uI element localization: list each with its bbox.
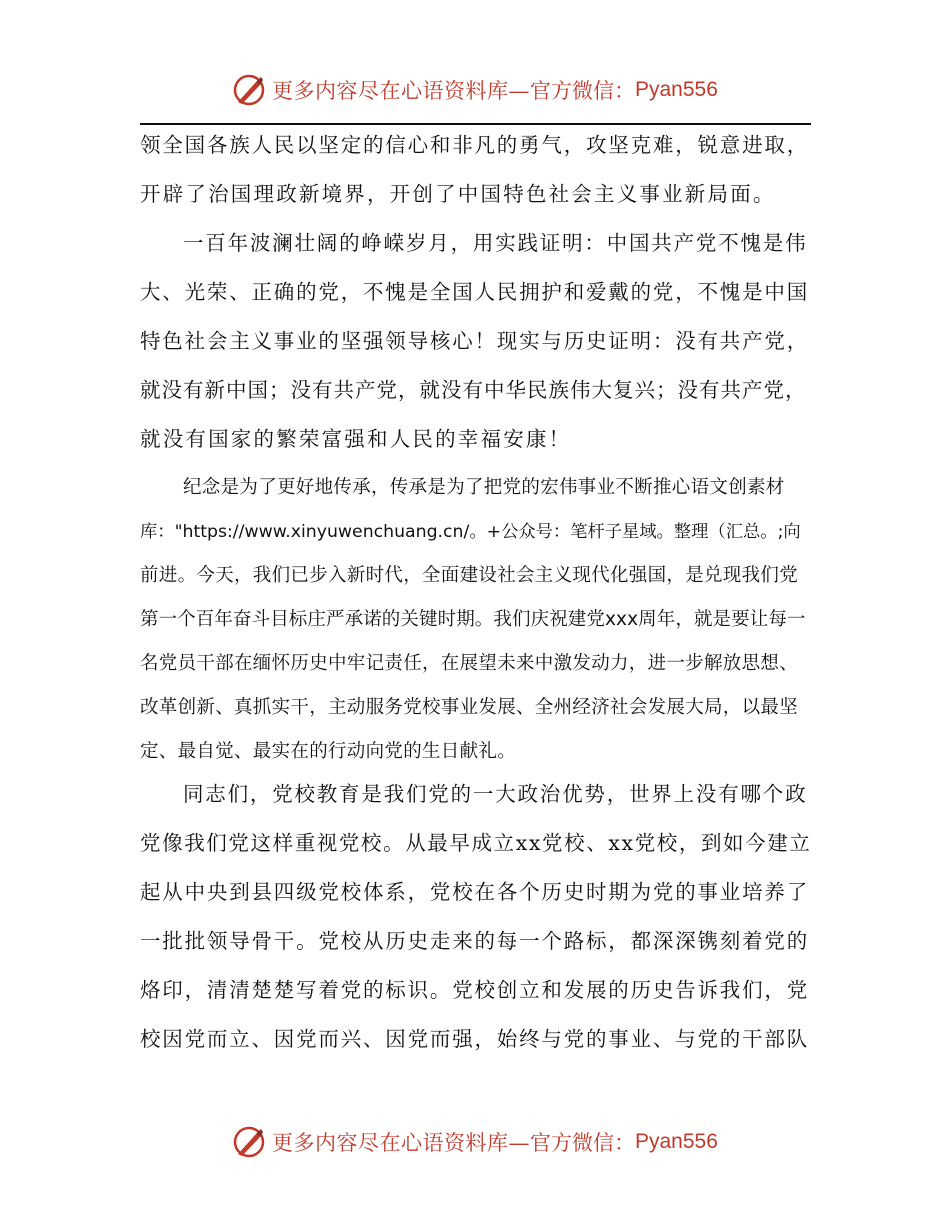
pen-logo-icon: [232, 1125, 266, 1159]
footer-wechat-label: 官方微信：: [530, 1131, 635, 1155]
header-rule: [140, 123, 811, 125]
header-site-text: 更多内容尽在心语资料库—: [272, 79, 530, 103]
body-line: 前进。今天，我们已步入新时代，全面建设社会主义现代化强国，是兑现我们党: [140, 565, 799, 586]
body-line: 烙印，清清楚楚写着党的标识。党校创立和发展的历史告诉我们，党: [140, 978, 809, 1002]
body-line: 特色社会主义事业的坚强领导核心！现实与历史证明：没有共产党，: [140, 329, 809, 353]
header-wechat-id: Pyan556: [635, 78, 718, 101]
pen-logo-icon: [232, 73, 266, 107]
body-line: 定、最自觉、最实在的行动向党的生日献礼。: [140, 741, 517, 762]
footer-banner: [232, 1122, 752, 1162]
body-line: 起从中央到县四级党校体系，党校在各个历史时期为党的事业培养了: [140, 880, 809, 904]
body-line: 就没有新中国；没有共产党，就没有中华民族伟大复兴；没有共产党，: [140, 378, 807, 402]
body-line: 库："https://www.xinyuwenchuang.cn/。+公众号：笔杆子星域。整理（汇总。;向: [140, 522, 801, 542]
body-line: 党像我们党这样重视党校。从最早成立xx党校、xx党校，到如今建立: [140, 831, 812, 855]
body-line: 第一个百年奋斗目标庄严承诺的关键时期。我们庆祝建党xxx周年，就是要让每一: [140, 609, 806, 630]
body-line: 名党员干部在缅怀历史中牢记责任，在展望未来中激发动力，进一步解放思想、: [140, 653, 799, 674]
body-line: 开辟了治国理政新境界，开创了中国特色社会主义事业新局面。: [140, 182, 776, 206]
body-line: 领全国各族人民以坚定的信心和非凡的勇气，攻坚克难，锐意进取，: [140, 133, 809, 157]
body-line: 同志们，党校教育是我们党的一大政治优势，世界上没有哪个政: [183, 782, 808, 806]
body-line: 一批批领导骨干。党校从历史走来的每一个路标，都深深镌刻着党的: [140, 929, 809, 953]
footer-site-text: 更多内容尽在心语资料库—: [272, 1131, 530, 1155]
body-line: 就没有国家的繁荣富强和人民的幸福安康！: [140, 427, 572, 451]
body-line: 大、光荣、正确的党，不愧是全国人民拥护和爱戴的党，不愧是中国: [140, 280, 809, 304]
body-line: 纪念是为了更好地传承，传承是为了把党的宏伟事业不断推心语文创素材: [183, 477, 785, 498]
footer-wechat-id: Pyan556: [635, 1130, 718, 1153]
body-line: 校因党而立、因党而兴、因党而强，始终与党的事业、与党的干部队: [140, 1027, 809, 1051]
body-line: 一百年波澜壮阔的峥嵘岁月，用实践证明：中国共产党不愧是伟: [183, 231, 808, 255]
body-line: 改革创新、真抓实干，主动服务党校事业发展、全州经济社会发展大局，以最坚: [140, 697, 799, 718]
header-banner: [232, 70, 752, 110]
header-wechat-label: 官方微信：: [530, 79, 635, 103]
